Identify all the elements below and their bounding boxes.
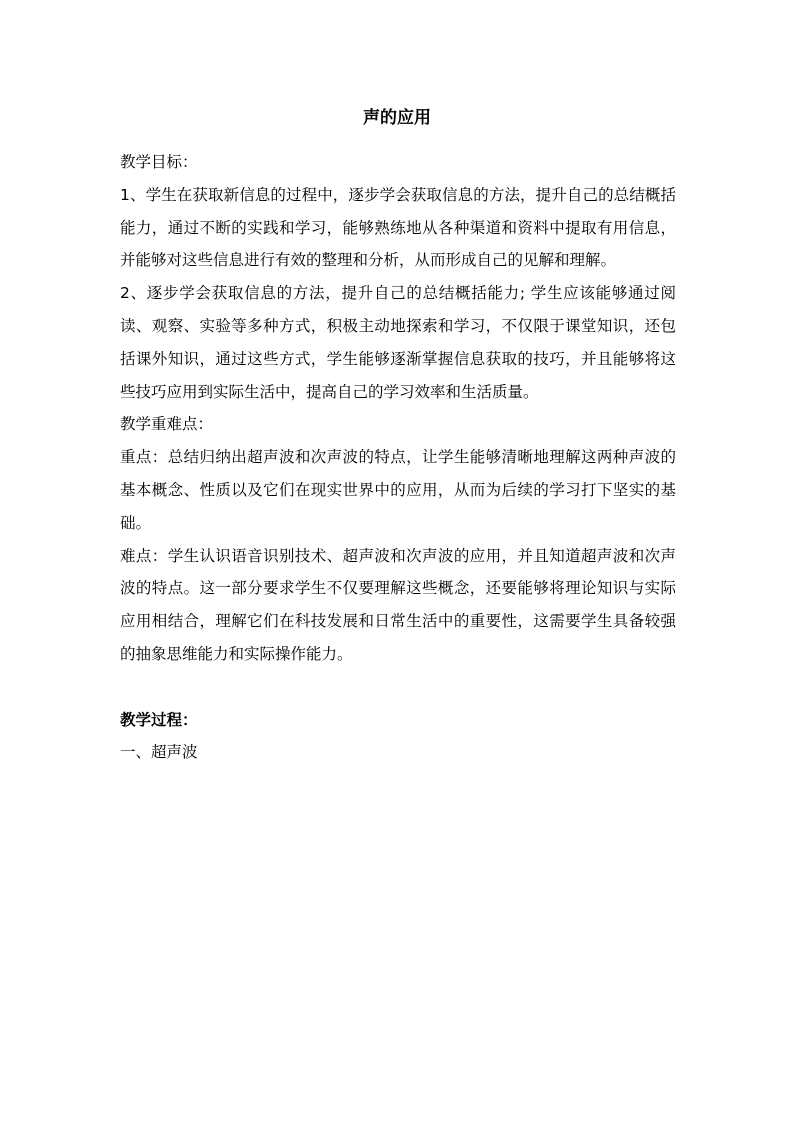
objective-1-paragraph: 1、学生在获取新信息的过程中，逐步学会获取信息的方法，提升自己的总结概括能力，通过不断的实践和学习，能够熟练地从各种渠道和资料中提取有用信息，并能够对这些信息进行有效的整理和分析，从而形成自己的见解和理解。 xyxy=(120,185,676,270)
paragraph-spacer xyxy=(120,671,676,704)
section-1-heading: 一、超声波 xyxy=(120,743,198,762)
document-title: 声的应用 xyxy=(363,108,431,128)
difficult-point-paragraph: 难点：学生认识语音识别技术、超声波和次声波的应用，并且知道超声波和次声波的特点。这一部分要求学生不仅要理解这些概念，还要能够将理论知识与实际应用相结合，理解它们在科技发展和日常生活中的重要性，这需要学生具备较强的抽象思维能力和实际操作能力。 xyxy=(120,546,676,663)
objectives-heading: 教学目标： xyxy=(120,153,198,171)
key-point-paragraph: 重点：总结归纳出超声波和次声波的特点，让学生能够清晰地理解这两种声波的基本概念、性质以及它们在现实世界中的应用，从而为后续的学习打下坚实的基础。 xyxy=(120,448,676,532)
objective-2-paragraph: 2、逐步学会获取信息的方法，提升自己的总结概括能力; 学生应该能够通过阅读、观察、实验等多种方式，积极主动地探索和学习，不仅限于课堂知识，还包括课外知识，通过这些方式，学生能够逐渐掌握信息获取的技巧，并且能够将这些技巧应用到实际生活中，提高自己的学习效率和生活质量。 xyxy=(120,284,676,401)
process-heading: 教学过程： xyxy=(120,710,198,729)
document-body xyxy=(120,146,676,769)
key-points-heading: 教学重难点： xyxy=(120,415,214,434)
